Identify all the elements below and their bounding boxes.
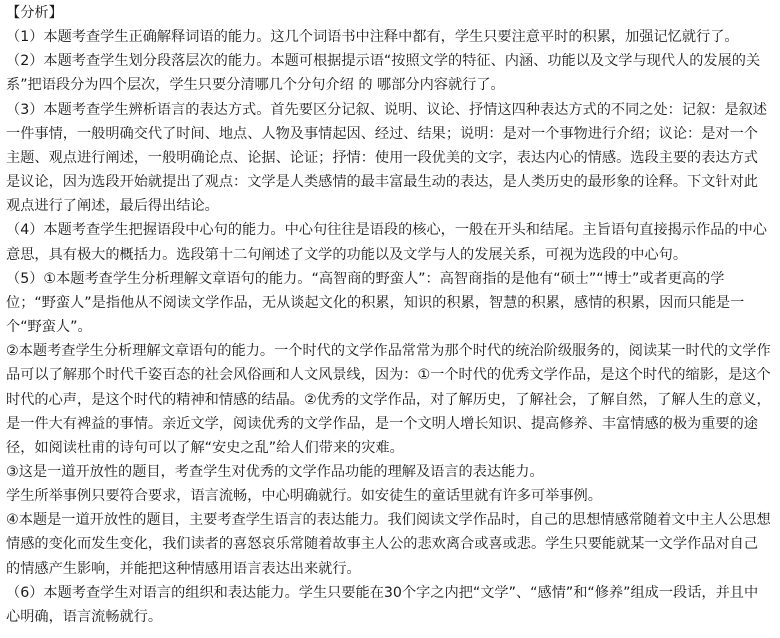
- answer-paragraph-2: （2）本题考查学生划分段落层次的能力。本题可根据提示语“按照文学的特征、内涵、功能以及文学与现代人的发展的关系”把语段分为四个层次，学生只要分清哪几个分句介绍 的 哪部分内容就行了。: [6, 53, 761, 94]
- answer-paragraph-6: （6）本题考查学生对语言的组织和表达能力。学生只要能在30个字之内把“文学”、“感情”和“修养”组成一段话，并且中心明确，语言流畅就行。: [6, 584, 759, 625]
- answer-paragraph-5-2: ②本题考查学生分析理解文章语句的能力。一个时代的文学作品常常为那个时代的统治阶级服务的，阅读某一时代的文学作品可以了解那个时代千姿百态的社会风俗画和人文风景线，因为：①一个时代的优秀文学作品，是这个时代的缩影，是这个时代的心声，是这个时代的精神和情感的结晶。②优秀的文学作品，对了解历史，了解社会，了解自然，了解人生的意义，是一件大有裨益的事情。亲近文学，阅读优秀的文学作品，是一个文明人增长知识、提高修养、丰富情感的极为重要的途径，如阅读杜甫的诗句可以了解“安史之乱”给人们带来的灾难。: [6, 343, 771, 456]
- answer-paragraph-5-4: ④本题是一道开放性的题目，主要考查学生语言的表达能力。我们阅读文学作品时，自己的思想情感常随着文中主人公思想情感的变化而发生变化，我们读者的喜怒哀乐常随着故事主人公的悲欢离合或喜或悲。学生只要能就某一文学作品对自己的情感产生影响，并能把这种情感用语言表达出来就行。: [6, 512, 771, 577]
- answer-paragraph-5-1: （5）①本题考查学生分析理解文章语句的能力。“高智商的野蛮人”：高智商指的是他有“硕士”“博士”或者更高的学位；“野蛮人”是指他从不阅读文学作品，无从谈起文化的积累，知识的积累，智慧的积累，感情的积累，因而只能是一个“野蛮人”。: [6, 270, 745, 336]
- answer-paragraph-5-3: ③这是一道开放性的题目，考查学生对优秀的文学作品功能的理解及语言的表达能力。: [6, 463, 544, 480]
- section-heading: 【分析】: [6, 5, 63, 21]
- answer-paragraph-3: （3）本题考查学生辨析语言的表达方式。首先要区分记叙、说明、议论、抒情这四种表达方式的不同之处：记叙：是叙述一件事情，一般明确交代了时间、地点、人物及事情起因、经过、结果；说明：是对一个事物进行介绍；议论：是对一个主题、观点进行阐述，一般明确论点、论据、论证；抒情：使用一段优美的文字，表达内心的情感。选段主要的表达方式是议论，因为选段开始就提出了观点：文学是人类感情的最丰富最生动的表达，是人类历史的最形象的诠释。下文针对此观点进行了阐述，最后得出结论。: [6, 101, 767, 215]
- answer-paragraph-5-3-note: 学生所举事例只要符合要求，语言流畅，中心明确就行。如安徒生的童话里就有许多可举事例。: [6, 488, 602, 505]
- answer-paragraph-4: （4）本题考查学生把握语段中心句的能力。中心句往往是语段的核心，一般在开头和结尾。主旨语句直接揭示作品的中心意思，具有极大的概括力。选段第十二句阐述了文学的功能以及文学与人的发展关系，可视为选段的中心句。: [6, 222, 767, 263]
- answer-paragraph-1: （1）本题考查学生正确解释词语的能力。这几个词语书中注释中都有，学生只要注意平时的积累，加强记忆就行了。: [6, 29, 739, 46]
